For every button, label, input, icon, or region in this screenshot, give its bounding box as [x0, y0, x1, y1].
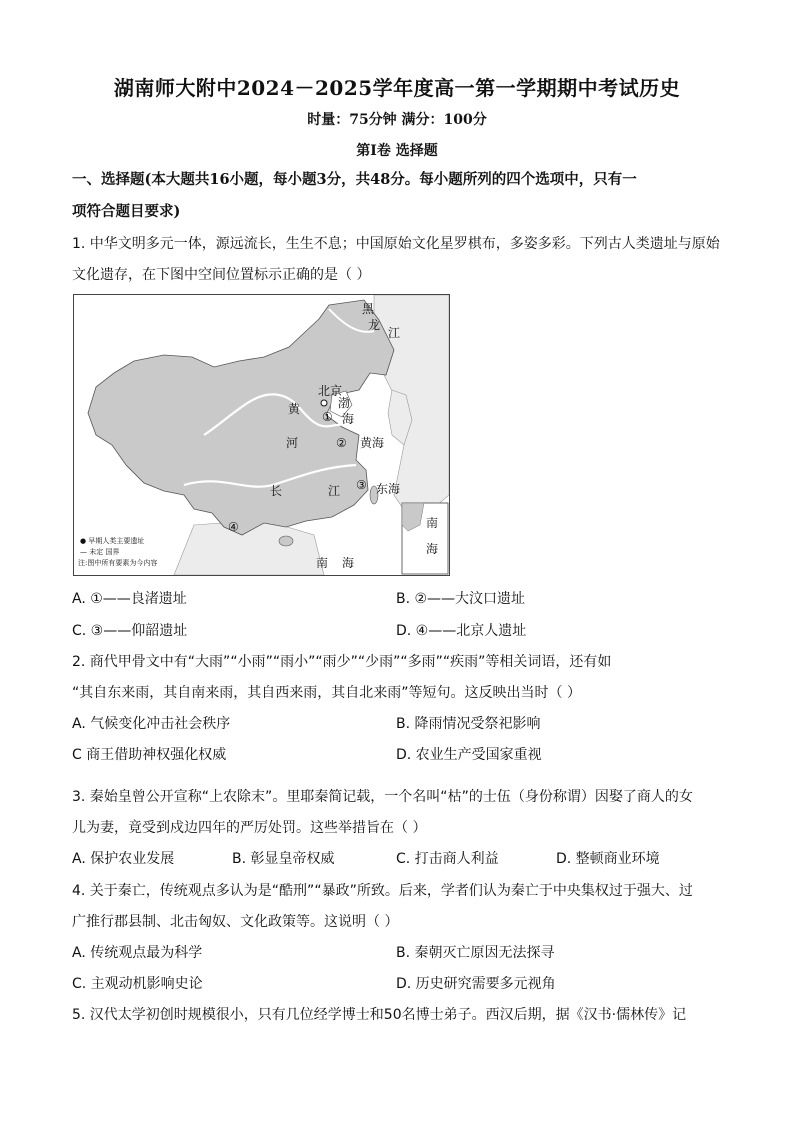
q1-stem-line-2: 文化遗存，在下图中空间位置标示正确的是（ ）	[72, 267, 371, 283]
label-huang: 黄	[288, 402, 301, 416]
q2-stem-line-2: “其自东来雨，其自南来雨，其自西来雨，其自北来雨”等短句。这反映出当时（ ）	[72, 685, 581, 701]
legend-item-border: — 未定 国界	[80, 548, 120, 556]
q1-option-b[interactable]: B. ②——大汶口遗址	[396, 591, 526, 607]
q4-option-d[interactable]: D. 历史研究需要多元视角	[396, 976, 556, 992]
legend-item-sites: ● 早期人类主要遗址	[80, 537, 145, 545]
label-inset-2: 海	[426, 542, 439, 556]
q1-option-a[interactable]: A. ①——良渚遗址	[72, 591, 187, 607]
section-heading: 第Ⅰ卷 选择题	[356, 143, 438, 159]
marker-1: ①	[322, 410, 333, 424]
q5-stem-line-1: 5. 汉代太学初创时规模很小，只有几位经学博士和50名博士弟子。西汉后期，据《汉书·儒林传》记	[72, 1007, 687, 1023]
label-beijing: 北京	[318, 384, 343, 398]
label-inset-1: 南	[426, 516, 439, 530]
label-donghai: 东海	[376, 482, 401, 496]
label-nanhai-1: 南	[316, 556, 329, 570]
marker-3: ③	[356, 478, 367, 492]
instructions-line-1: 一、选择题(本大题共16小题，每小题3分，共48分。每小题所列的四个选项中，只有一	[72, 171, 637, 188]
q2-option-a[interactable]: A. 气候变化冲击社会秩序	[72, 716, 231, 732]
q3-option-b[interactable]: B. 彰显皇帝权威	[232, 851, 335, 867]
q2-option-d[interactable]: D. 农业生产受国家重视	[396, 747, 542, 763]
q1-option-d[interactable]: D. ④——北京人遗址	[396, 623, 527, 639]
legend-note: 注:图中所有要素为今内容	[78, 559, 158, 567]
china-map-figure	[73, 294, 450, 576]
q3-option-a[interactable]: A. 保护农业发展	[72, 851, 175, 867]
marker-2: ②	[336, 436, 347, 450]
q1-stem-line-1: 1. 中华文明多元一体，源远流长，生生不息；中国原始文化星罗棋布，多姿多彩。下列古人类遗址与原始	[72, 236, 720, 252]
china-map-svg	[74, 295, 449, 575]
label-jiang-2: 江	[328, 484, 341, 498]
hainan-island	[279, 536, 293, 546]
q2-option-c[interactable]: C 商王借助神权强化权威	[72, 747, 227, 763]
page-title: 湖南师大附中2024－2025学年度高一第一学期期中考试历史	[113, 76, 681, 100]
q1-option-c[interactable]: C. ③——仰韶遗址	[72, 623, 188, 639]
q4-stem-line-2: 广推行郡县制、北击匈奴、文化政策等。这说明（ ）	[72, 914, 399, 930]
label-huanghai: 黄海	[360, 436, 385, 450]
label-jiang-1: 江	[388, 326, 401, 340]
q3-option-c[interactable]: C. 打击商人利益	[396, 851, 499, 867]
exam-time-score: 时量：75分钟 满分：100分	[307, 112, 487, 128]
label-he: 河	[286, 436, 299, 450]
marker-4: ④	[228, 520, 239, 534]
label-bohai-2: 海	[342, 412, 355, 426]
q3-stem-line-2: 儿为妻，竟受到戍边四年的严厉处罚。这些举措旨在（ ）	[72, 820, 427, 836]
label-long: 龙	[368, 318, 381, 332]
q2-option-b[interactable]: B. 降雨情况受祭祀影响	[396, 716, 541, 732]
q4-option-c[interactable]: C. 主观动机影响史论	[72, 976, 203, 992]
label-chang: 长	[270, 484, 283, 498]
q4-stem-line-1: 4. 关于秦亡，传统观点多认为是“酷刑”“暴政”所致。后来，学者们认为秦亡于中央集权过于强大、过	[72, 883, 693, 899]
instructions-line-2: 项符合题目要求)	[72, 203, 181, 220]
label-bohai-1: 渤	[338, 396, 351, 410]
label-hei: 黑	[362, 302, 375, 316]
q4-option-a[interactable]: A. 传统观点最为科学	[72, 945, 203, 961]
label-nanhai-2: 海	[342, 556, 355, 570]
q4-option-b[interactable]: B. 秦朝灭亡原因无法探寻	[396, 945, 555, 961]
q3-option-d[interactable]: D. 整顿商业环境	[556, 851, 660, 867]
beijing-dot	[321, 400, 327, 406]
q2-stem-line-1: 2. 商代甲骨文中有“大雨”“小雨”“雨小”“雨少”“少雨”“多雨”“疾雨”等相关词语，还有如	[72, 654, 612, 670]
q3-stem-line-1: 3. 秦始皇曾公开宣称“上农除末”。里耶秦简记载，一个名叫“枯”的士伍（身份称谓）因娶了商人的女	[72, 789, 693, 805]
